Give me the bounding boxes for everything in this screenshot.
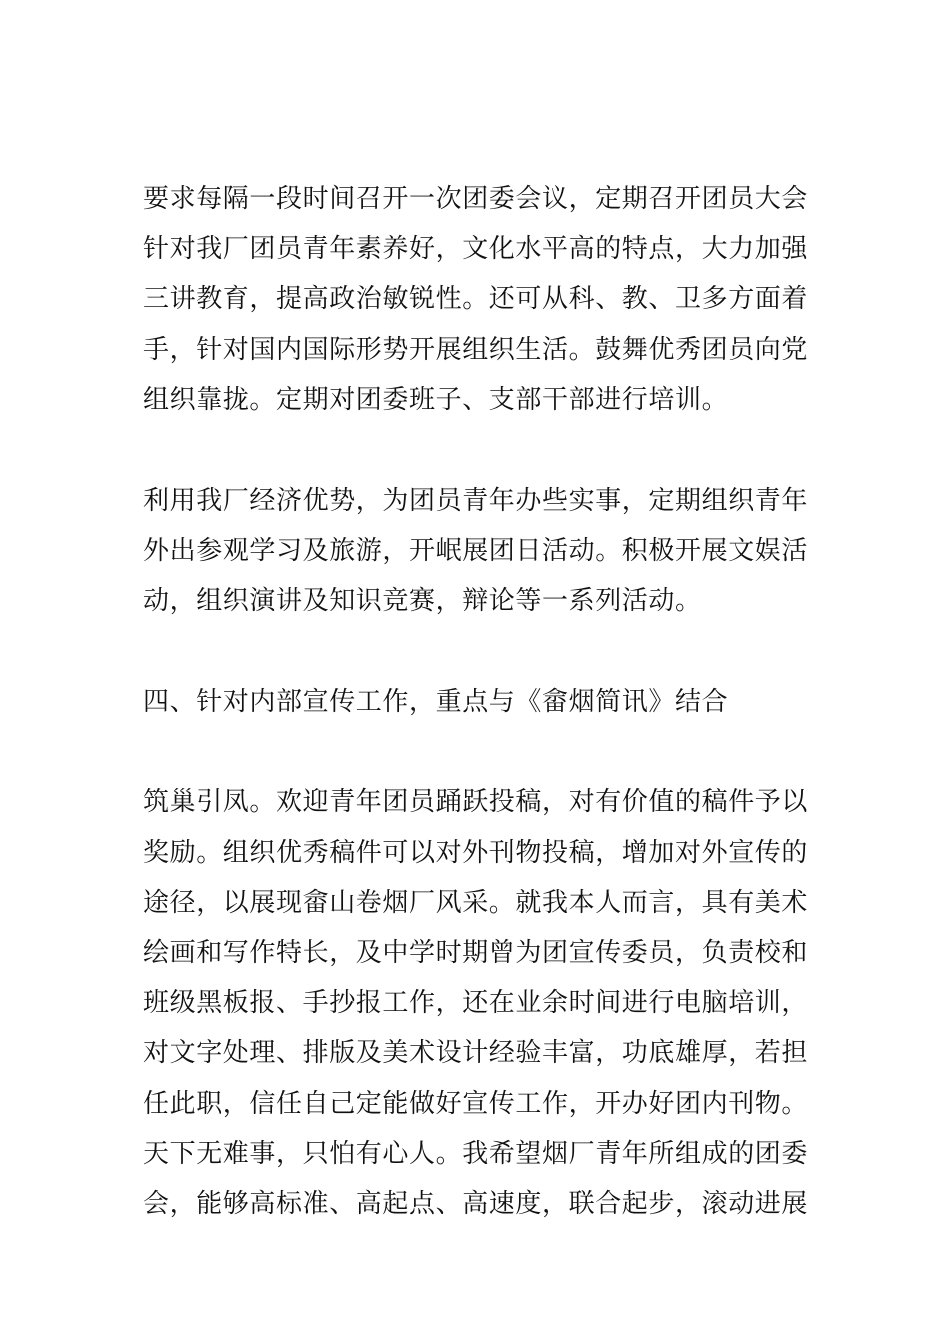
paragraph-3-line: 天下无难事，只怕有心人。我希望烟厂青年所组成的团委 <box>143 1139 809 1169</box>
paragraph-2-line: 动，组织演讲及知识竞赛，辩论等一系列活动。 <box>143 586 702 616</box>
paragraph-2-line: 外出参观学习及旅游，开岷展团日活动。积极开展文娱活 <box>143 536 809 566</box>
paragraph-3-line: 奖励。组织优秀稿件可以对外刊物投稿，增加对外宣传的 <box>143 838 809 868</box>
paragraph-3-line: 任此职，信任自己定能做好宣传工作，开办好团内刊物。 <box>143 1089 809 1119</box>
section-heading: 四、针对内部宣传工作，重点与《畲烟简讯》结合 <box>143 687 729 717</box>
paragraph-2-line: 利用我厂经济优势，为团员青年办些实事，定期组织青年 <box>143 486 809 516</box>
paragraph-3-line: 班级黑板报、手抄报工作，还在业余时间进行电脑培训， <box>143 988 809 1018</box>
paragraph-3-line: 绘画和写作特长，及中学时期曾为团宣传委员，负责校和 <box>143 938 809 968</box>
paragraph-1-line: 针对我厂团员青年素养好，文化水平高的特点，大力加强 <box>143 234 809 264</box>
paragraph-1-line: 组织靠拢。定期对团委班子、支部干部进行培训。 <box>143 385 729 415</box>
paragraph-3-line: 会，能够高标准、高起点、高速度，联合起步，滚动进展 <box>143 1189 809 1219</box>
paragraph-1-line: 三讲教育，提高政治敏锐性。还可从科、教、卫多方面着 <box>143 284 809 314</box>
paragraph-1-line: 手，针对国内国际形势开展组织生活。鼓舞优秀团员向党 <box>143 335 809 365</box>
paragraph-3-line: 对文字处理、排版及美术设计经验丰富，功底雄厚，若担 <box>143 1038 809 1068</box>
paragraph-3-line: 筑巢引凤。欢迎青年团员踊跃投稿，对有价值的稿件予以 <box>143 787 809 817</box>
paragraph-1-line: 要求每隔一段时间召开一次团委会议，定期召开团员大会 <box>143 184 809 214</box>
paragraph-3-line: 途径，以展现畲山卷烟厂风采。就我本人而言，具有美术 <box>143 888 809 918</box>
